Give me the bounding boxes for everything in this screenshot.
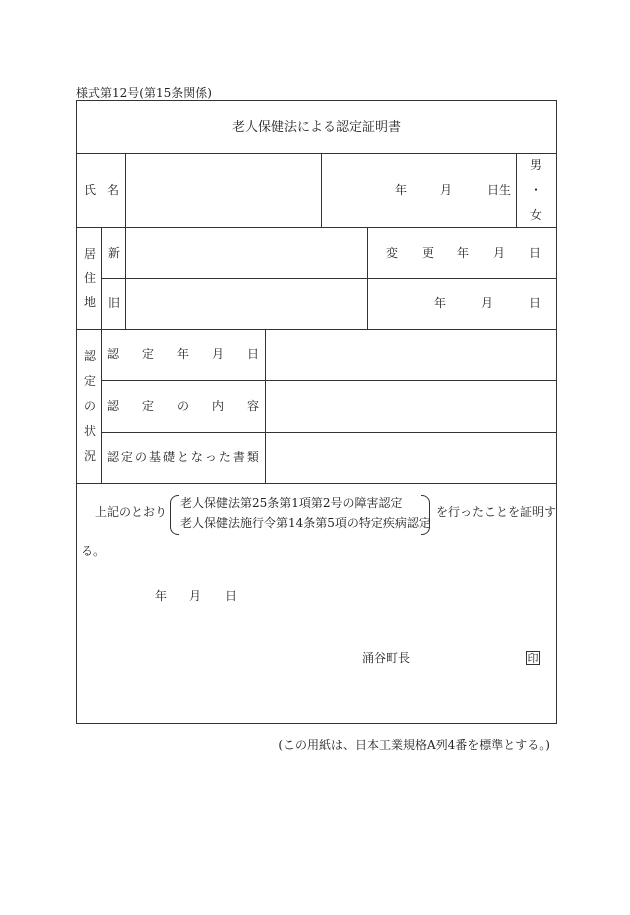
status-label: 認 (84, 349, 97, 363)
certification-option-disease: 老人保健法施行令第14条第5項の特定疾病認定 (180, 516, 431, 530)
address-label: 地 (84, 295, 97, 309)
name-field[interactable] (126, 154, 321, 227)
certification-tail-wrap: る。 (81, 544, 106, 558)
new-address-field[interactable] (126, 228, 367, 278)
divider (77, 483, 556, 484)
sex-female-label: 女 (530, 208, 543, 222)
certificate-form (76, 100, 557, 724)
status-label: の (84, 399, 97, 413)
address-label: 住 (84, 271, 97, 285)
change-label: 変 (386, 246, 399, 260)
form-title: 老人保健法による認定証明書 (231, 120, 401, 135)
birth-year-label: 年 (395, 183, 408, 197)
certification-tail: を行ったことを証明す (436, 505, 557, 519)
name-label: 名 (107, 183, 120, 197)
change-day-label: 日 (529, 246, 542, 260)
old-day-label: 日 (529, 296, 542, 310)
certification-option-disability: 老人保健法第25条第1項第2号の障害認定 (180, 496, 403, 510)
certification-lead: 上記のとおり (95, 505, 168, 519)
divider (101, 227, 102, 483)
basis-documents-label: 認 定 の 基 礎 と な っ た 書 類 (107, 450, 259, 464)
status-label: 況 (84, 449, 97, 463)
issue-year-label: 年 (155, 589, 168, 603)
old-year-label: 年 (434, 296, 447, 310)
change-label: 更 (422, 246, 435, 260)
name-label: 氏 (84, 183, 97, 197)
new-address-label: 新 (108, 246, 121, 260)
certification-date-field[interactable] (266, 330, 556, 380)
old-address-label: 旧 (108, 296, 121, 310)
form-number-label: 様式第12号(第15条関係) (76, 86, 212, 100)
close-bracket (421, 495, 430, 535)
issue-month-label: 月 (189, 589, 202, 603)
certification-content-label: 認 定 の 内 容 (107, 399, 259, 413)
sex-separator: ・ (530, 183, 543, 197)
open-bracket (170, 495, 179, 535)
status-label: 状 (84, 424, 97, 438)
change-month-label: 月 (493, 246, 506, 260)
paper-size-note: (この用紙は、日本工業規格A列4番を標準とする。) (278, 738, 550, 752)
birth-day-label: 日生 (487, 183, 512, 197)
old-address-field[interactable] (126, 279, 367, 329)
issue-day-label: 日 (225, 589, 238, 603)
old-address-date-field[interactable] (368, 279, 556, 329)
basis-documents-field[interactable] (266, 433, 556, 483)
sex-male-label: 男 (530, 158, 543, 172)
birth-month-label: 月 (440, 183, 453, 197)
address-label: 居 (84, 247, 97, 261)
issuer-title: 涌谷町長 (362, 651, 411, 665)
change-year-label: 年 (457, 246, 470, 260)
status-label: 定 (84, 374, 97, 388)
certification-date-label: 認 定 年 月 日 (107, 347, 259, 361)
seal-icon: 印 (527, 652, 539, 665)
old-month-label: 月 (481, 296, 494, 310)
certification-content-field[interactable] (266, 381, 556, 432)
